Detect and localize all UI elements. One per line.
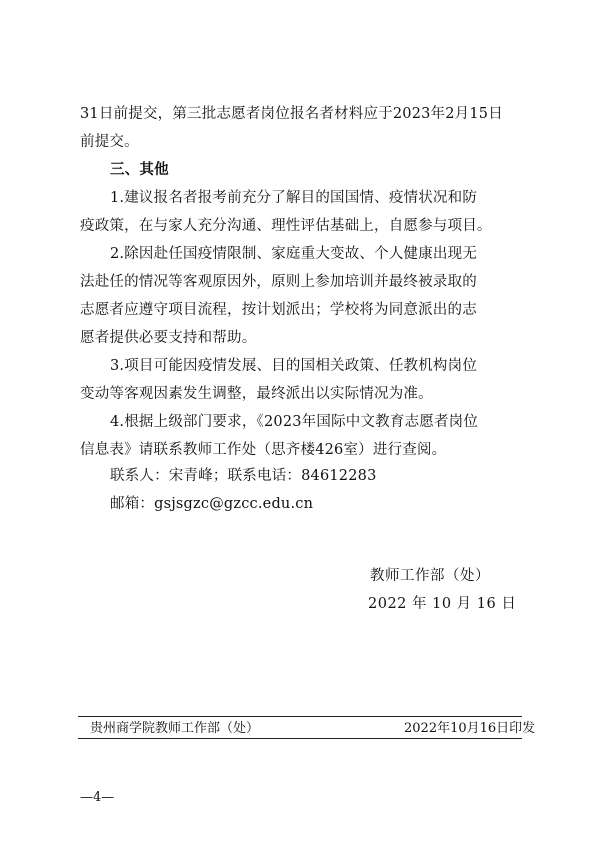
- email-line: 邮箱：gsjsgzc@gzcc.edu.cn: [110, 496, 314, 512]
- contact-line: 联系人：宋青峰；联系电话：84612283: [110, 468, 377, 484]
- page-number: —4—: [80, 790, 115, 805]
- signature-date: 2022 年 10 月 16 日: [368, 596, 517, 612]
- item-3-line-1: 3.项目可能因疫情发展、目的国相关政策、任教机构岗位: [110, 358, 478, 374]
- item-2-line-3: 志愿者应遵守项目流程，按计划派出；学校将为同意派出的志: [80, 302, 477, 318]
- item-2-line-4: 愿者提供必要支持和帮助。: [80, 330, 257, 346]
- body-line-1: 31日前提交，第三批志愿者岗位报名者材料应于2023年2月15日: [80, 106, 503, 122]
- item-2-line-1: 2.除因赴任国疫情限制、家庭重大变故、个人健康出现无: [110, 246, 478, 262]
- footer-top-rule: [78, 716, 522, 717]
- item-2-line-2: 法赴任的情况等客观原因外，原则上参加培训并最终被录取的: [80, 274, 477, 290]
- item-1-line-1: 1.建议报名者报考前充分了解目的国国情、疫情状况和防: [110, 190, 478, 206]
- item-3-line-2: 变动等客观因素发生调整，最终派出以实际情况为准。: [80, 386, 433, 402]
- body-line-2: 前提交。: [80, 134, 139, 150]
- footer-bottom-rule: [78, 738, 522, 739]
- section-heading-other: 三、其他: [110, 162, 169, 178]
- footer-issuer: 贵州商学院教师工作部（处）: [90, 721, 260, 736]
- item-4-line-1: 4.根据上级部门要求，《2023年国际中文教育志愿者岗位: [110, 414, 479, 430]
- footer-print-date: 2022年10月16日印发: [404, 721, 536, 736]
- item-1-line-2: 疫政策，在与家人充分沟通、理性评估基础上，自愿参与项目。: [80, 218, 492, 234]
- signature-department: 教师工作部（处）: [370, 568, 490, 584]
- item-4-line-2: 信息表》请联系教师工作处（思齐楼426室）进行查阅。: [80, 442, 447, 458]
